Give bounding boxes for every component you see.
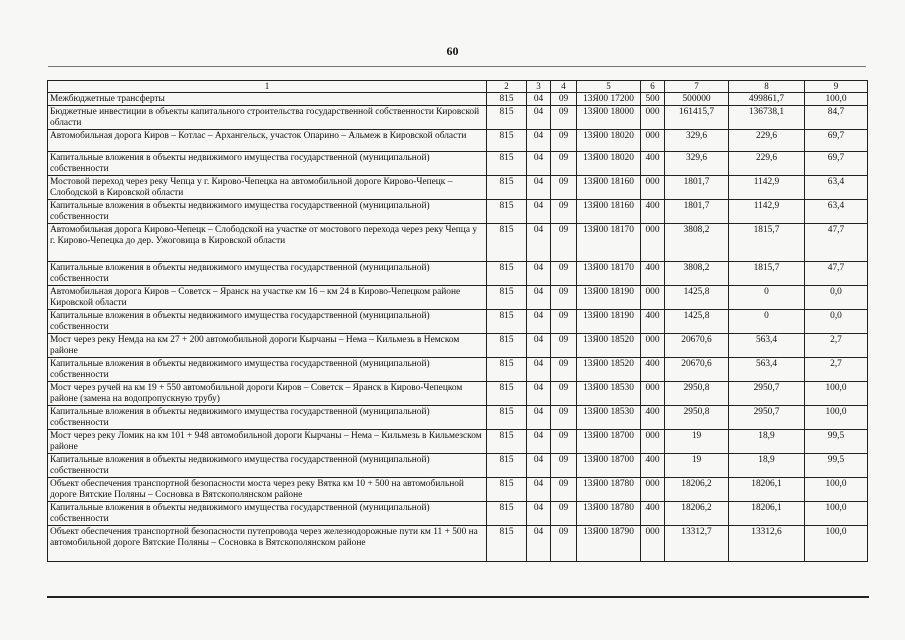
row-value-cell-6: 000 (641, 106, 665, 130)
row-name-cell: Автомобильная дорога Киров – Советск – Яранск на участке км 16 – км 24 в Кирово-Чепецком районе Кировской области (48, 286, 487, 310)
table-row (48, 382, 868, 406)
row-value-cell-8: 229,6 (729, 152, 805, 176)
header-cell-5: 5 (577, 81, 641, 93)
row-value-cell-6: 400 (641, 502, 665, 526)
row-value-cell-8: 1142,9 (729, 176, 805, 200)
row-value-cell-9: 99,5 (805, 454, 868, 478)
row-value-cell-6: 000 (641, 334, 665, 358)
row-value-cell-6: 000 (641, 176, 665, 200)
row-name-cell: Капитальные вложения в объекты недвижимого имущества государственной (муниципальной) собственности (48, 262, 487, 286)
row-value-cell-7: 1425,8 (665, 286, 729, 310)
row-value-cell-8: 2950,7 (729, 406, 805, 430)
row-value-cell-5: 13Я00 17200 (577, 92, 641, 106)
row-value-cell-4: 09 (551, 358, 577, 382)
row-value-cell-8: 563,4 (729, 358, 805, 382)
table-row (48, 130, 868, 152)
row-value-cell-8: 1142,9 (729, 200, 805, 224)
row-value-cell-5: 13Я00 18780 (577, 502, 641, 526)
row-name-cell: Мост через реку Немда на км 27 + 200 автомобильной дороги Кырчаны – Нема – Кильмезь в Немском районе (48, 334, 487, 358)
row-value-cell-5: 13Я00 18160 (577, 176, 641, 200)
row-value-cell-8: 2950,7 (729, 382, 805, 406)
row-value-cell-2: 815 (487, 224, 527, 262)
header-row (48, 81, 868, 93)
row-value-cell-4: 09 (551, 130, 577, 152)
row-value-cell-6: 000 (641, 224, 665, 262)
row-value-cell-7: 161415,7 (665, 106, 729, 130)
row-value-cell-2: 815 (487, 152, 527, 176)
row-value-cell-7: 3808,2 (665, 224, 729, 262)
header-cell-9: 9 (805, 81, 868, 93)
header-cell-7: 7 (665, 81, 729, 93)
row-value-cell-2: 815 (487, 262, 527, 286)
row-value-cell-8: 499861,7 (729, 92, 805, 106)
table-row (48, 92, 868, 106)
row-value-cell-4: 09 (551, 478, 577, 502)
row-value-cell-2: 815 (487, 92, 527, 106)
table-row (48, 224, 868, 262)
row-value-cell-9: 100,0 (805, 382, 868, 406)
row-value-cell-5: 13Я00 18780 (577, 478, 641, 502)
row-value-cell-9: 100,0 (805, 526, 868, 562)
row-name-cell: Мостовой переход через реку Чепца у г. Кирово-Чепецка на автомобильной дороге Кирово-Чепецк – Слободской в Кировской области (48, 176, 487, 200)
row-value-cell-9: 100,0 (805, 478, 868, 502)
row-value-cell-3: 04 (527, 310, 551, 334)
row-value-cell-5: 13Я00 18700 (577, 454, 641, 478)
row-value-cell-7: 2950,8 (665, 406, 729, 430)
row-value-cell-8: 1815,7 (729, 224, 805, 262)
row-value-cell-5: 13Я00 18700 (577, 430, 641, 454)
row-value-cell-4: 09 (551, 382, 577, 406)
row-value-cell-5: 13Я00 18520 (577, 334, 641, 358)
row-value-cell-9: 47,7 (805, 262, 868, 286)
header-cell-8: 8 (729, 81, 805, 93)
row-value-cell-5: 13Я00 18170 (577, 262, 641, 286)
table-row (48, 310, 868, 334)
table-row (48, 526, 868, 562)
row-value-cell-9: 69,7 (805, 152, 868, 176)
row-value-cell-2: 815 (487, 176, 527, 200)
row-name-cell: Капитальные вложения в объекты недвижимого имущества государственной (муниципальной) собственности (48, 502, 487, 526)
row-name-cell: Капитальные вложения в объекты недвижимого имущества государственной (муниципальной) собственности (48, 454, 487, 478)
table-row (48, 176, 868, 200)
row-value-cell-3: 04 (527, 262, 551, 286)
row-value-cell-2: 815 (487, 478, 527, 502)
row-value-cell-7: 19 (665, 430, 729, 454)
row-value-cell-3: 04 (527, 200, 551, 224)
row-value-cell-9: 100,0 (805, 502, 868, 526)
row-name-cell: Мост через реку Ломик на км 101 + 948 автомобильной дороги Кырчаны – Нема – Кильмезь в Кильмезском районе (48, 430, 487, 454)
row-value-cell-3: 04 (527, 406, 551, 430)
row-name-cell: Капитальные вложения в объекты недвижимого имущества государственной (муниципальной) собственности (48, 310, 487, 334)
row-value-cell-9: 2,7 (805, 358, 868, 382)
row-value-cell-4: 09 (551, 92, 577, 106)
row-value-cell-3: 04 (527, 224, 551, 262)
header-cell-1: 1 (48, 81, 487, 93)
row-value-cell-4: 09 (551, 200, 577, 224)
row-value-cell-2: 815 (487, 286, 527, 310)
row-value-cell-3: 04 (527, 286, 551, 310)
table-body (48, 81, 868, 562)
top-rule (48, 66, 866, 67)
row-value-cell-9: 69,7 (805, 130, 868, 152)
row-value-cell-6: 400 (641, 262, 665, 286)
row-value-cell-2: 815 (487, 106, 527, 130)
row-value-cell-9: 2,7 (805, 334, 868, 358)
row-value-cell-7: 2950,8 (665, 382, 729, 406)
table-row (48, 152, 868, 176)
header-cell-2: 2 (487, 81, 527, 93)
row-value-cell-7: 18206,2 (665, 478, 729, 502)
row-value-cell-8: 0 (729, 310, 805, 334)
table-row (48, 478, 868, 502)
row-name-cell: Автомобильная дорога Киров – Котлас – Архангельск, участок Опарино – Альмеж в Кировской области (48, 130, 487, 152)
row-value-cell-3: 04 (527, 92, 551, 106)
row-value-cell-3: 04 (527, 430, 551, 454)
row-name-cell: Объект обеспечения транспортной безопасности моста через реку Вятка км 10 + 500 на автомобильной дороге Вятские Поляны – Сосновка в Вятскополянском районе (48, 478, 487, 502)
row-value-cell-3: 04 (527, 526, 551, 562)
row-value-cell-6: 000 (641, 130, 665, 152)
table-row (48, 262, 868, 286)
row-value-cell-4: 09 (551, 152, 577, 176)
row-value-cell-6: 400 (641, 310, 665, 334)
row-value-cell-6: 000 (641, 478, 665, 502)
row-name-cell: Бюджетные инвестиции в объекты капитального строительства государственной собственности Кировской области (48, 106, 487, 130)
row-value-cell-7: 13312,7 (665, 526, 729, 562)
row-value-cell-4: 09 (551, 430, 577, 454)
row-value-cell-4: 09 (551, 286, 577, 310)
table-row (48, 200, 868, 224)
header-cell-6: 6 (641, 81, 665, 93)
table-row (48, 430, 868, 454)
row-value-cell-8: 18206,1 (729, 502, 805, 526)
row-value-cell-9: 0,0 (805, 310, 868, 334)
row-value-cell-4: 09 (551, 310, 577, 334)
row-value-cell-2: 815 (487, 200, 527, 224)
row-name-cell: Капитальные вложения в объекты недвижимого имущества государственной (муниципальной) собственности (48, 152, 487, 176)
row-value-cell-7: 1801,7 (665, 176, 729, 200)
row-value-cell-4: 09 (551, 334, 577, 358)
row-value-cell-3: 04 (527, 454, 551, 478)
row-value-cell-7: 1425,8 (665, 310, 729, 334)
row-value-cell-6: 400 (641, 200, 665, 224)
row-name-cell: Капитальные вложения в объекты недвижимого имущества государственной (муниципальной) собственности (48, 406, 487, 430)
row-value-cell-3: 04 (527, 502, 551, 526)
row-value-cell-3: 04 (527, 130, 551, 152)
row-value-cell-9: 100,0 (805, 406, 868, 430)
row-value-cell-2: 815 (487, 406, 527, 430)
row-value-cell-3: 04 (527, 334, 551, 358)
row-value-cell-2: 815 (487, 430, 527, 454)
row-value-cell-2: 815 (487, 130, 527, 152)
row-value-cell-9: 0,0 (805, 286, 868, 310)
table-row (48, 334, 868, 358)
row-value-cell-3: 04 (527, 478, 551, 502)
page-number: 60 (446, 44, 459, 58)
row-value-cell-6: 000 (641, 526, 665, 562)
row-value-cell-7: 20670,6 (665, 358, 729, 382)
table-row (48, 454, 868, 478)
row-value-cell-9: 63,4 (805, 176, 868, 200)
row-value-cell-6: 400 (641, 152, 665, 176)
row-name-cell: Мост через ручей на км 19 + 550 автомобильной дороги Киров – Советск – Яранск в Кирово-Чепецком районе (замена на водопропускную трубу) (48, 382, 487, 406)
row-value-cell-4: 09 (551, 526, 577, 562)
row-value-cell-3: 04 (527, 358, 551, 382)
row-value-cell-8: 13312,6 (729, 526, 805, 562)
row-value-cell-3: 04 (527, 152, 551, 176)
table-row (48, 358, 868, 382)
row-value-cell-4: 09 (551, 502, 577, 526)
row-name-cell: Капитальные вложения в объекты недвижимого имущества государственной (муниципальной) собственности (48, 358, 487, 382)
row-value-cell-2: 815 (487, 358, 527, 382)
row-value-cell-6: 000 (641, 286, 665, 310)
row-value-cell-3: 04 (527, 382, 551, 406)
table-row (48, 406, 868, 430)
row-name-cell: Капитальные вложения в объекты недвижимого имущества государственной (муниципальной) собственности (48, 200, 487, 224)
row-value-cell-5: 13Я00 18190 (577, 310, 641, 334)
row-value-cell-5: 13Я00 18790 (577, 526, 641, 562)
row-value-cell-9: 84,7 (805, 106, 868, 130)
row-value-cell-9: 100,0 (805, 92, 868, 106)
row-value-cell-5: 13Я00 18520 (577, 358, 641, 382)
row-value-cell-7: 329,6 (665, 130, 729, 152)
row-value-cell-6: 500 (641, 92, 665, 106)
row-value-cell-5: 13Я00 18020 (577, 130, 641, 152)
row-name-cell: Межбюджетные трансферты (48, 92, 487, 106)
row-value-cell-8: 136738,1 (729, 106, 805, 130)
bottom-rule (47, 596, 869, 598)
row-value-cell-6: 000 (641, 382, 665, 406)
row-value-cell-4: 09 (551, 176, 577, 200)
row-value-cell-6: 400 (641, 358, 665, 382)
row-value-cell-2: 815 (487, 526, 527, 562)
row-value-cell-2: 815 (487, 310, 527, 334)
row-value-cell-4: 09 (551, 262, 577, 286)
row-value-cell-9: 47,7 (805, 224, 868, 262)
row-value-cell-3: 04 (527, 106, 551, 130)
row-value-cell-5: 13Я00 18170 (577, 224, 641, 262)
row-value-cell-2: 815 (487, 502, 527, 526)
row-value-cell-5: 13Я00 18530 (577, 382, 641, 406)
row-value-cell-8: 18,9 (729, 430, 805, 454)
row-value-cell-4: 09 (551, 106, 577, 130)
table-row (48, 502, 868, 526)
header-cell-4: 4 (551, 81, 577, 93)
row-value-cell-3: 04 (527, 176, 551, 200)
row-value-cell-8: 1815,7 (729, 262, 805, 286)
row-value-cell-2: 815 (487, 454, 527, 478)
row-value-cell-5: 13Я00 18000 (577, 106, 641, 130)
row-value-cell-4: 09 (551, 224, 577, 262)
row-value-cell-5: 13Я00 18190 (577, 286, 641, 310)
header-cell-3: 3 (527, 81, 551, 93)
row-value-cell-9: 63,4 (805, 200, 868, 224)
row-value-cell-7: 329,6 (665, 152, 729, 176)
row-value-cell-5: 13Я00 18530 (577, 406, 641, 430)
row-value-cell-7: 500000 (665, 92, 729, 106)
row-value-cell-8: 563,4 (729, 334, 805, 358)
row-value-cell-7: 19 (665, 454, 729, 478)
row-value-cell-2: 815 (487, 382, 527, 406)
row-value-cell-5: 13Я00 18160 (577, 200, 641, 224)
row-value-cell-6: 000 (641, 430, 665, 454)
row-value-cell-2: 815 (487, 334, 527, 358)
row-value-cell-9: 99,5 (805, 430, 868, 454)
row-value-cell-8: 18,9 (729, 454, 805, 478)
budget-table (47, 80, 868, 562)
row-value-cell-6: 400 (641, 454, 665, 478)
row-value-cell-8: 229,6 (729, 130, 805, 152)
row-value-cell-5: 13Я00 18020 (577, 152, 641, 176)
row-value-cell-6: 400 (641, 406, 665, 430)
row-value-cell-7: 20670,6 (665, 334, 729, 358)
row-value-cell-7: 1801,7 (665, 200, 729, 224)
row-name-cell: Автомобильная дорога Кирово-Чепецк – Слободской на участке от мостового перехода через реку Чепца у г. Кирово-Чепецка до дер. Ужоговица в Кировской области (48, 224, 487, 262)
row-value-cell-4: 09 (551, 454, 577, 478)
row-name-cell: Объект обеспечения транспортной безопасности путепровода через железнодорожные пути км 11 + 500 на автомобильной дороге Вятские Поляны – Сосновка в Вятскополянском районе (48, 526, 487, 562)
row-value-cell-8: 18206,1 (729, 478, 805, 502)
table-row (48, 286, 868, 310)
row-value-cell-4: 09 (551, 406, 577, 430)
row-value-cell-8: 0 (729, 286, 805, 310)
row-value-cell-7: 18206,2 (665, 502, 729, 526)
table-row (48, 106, 868, 130)
row-value-cell-7: 3808,2 (665, 262, 729, 286)
